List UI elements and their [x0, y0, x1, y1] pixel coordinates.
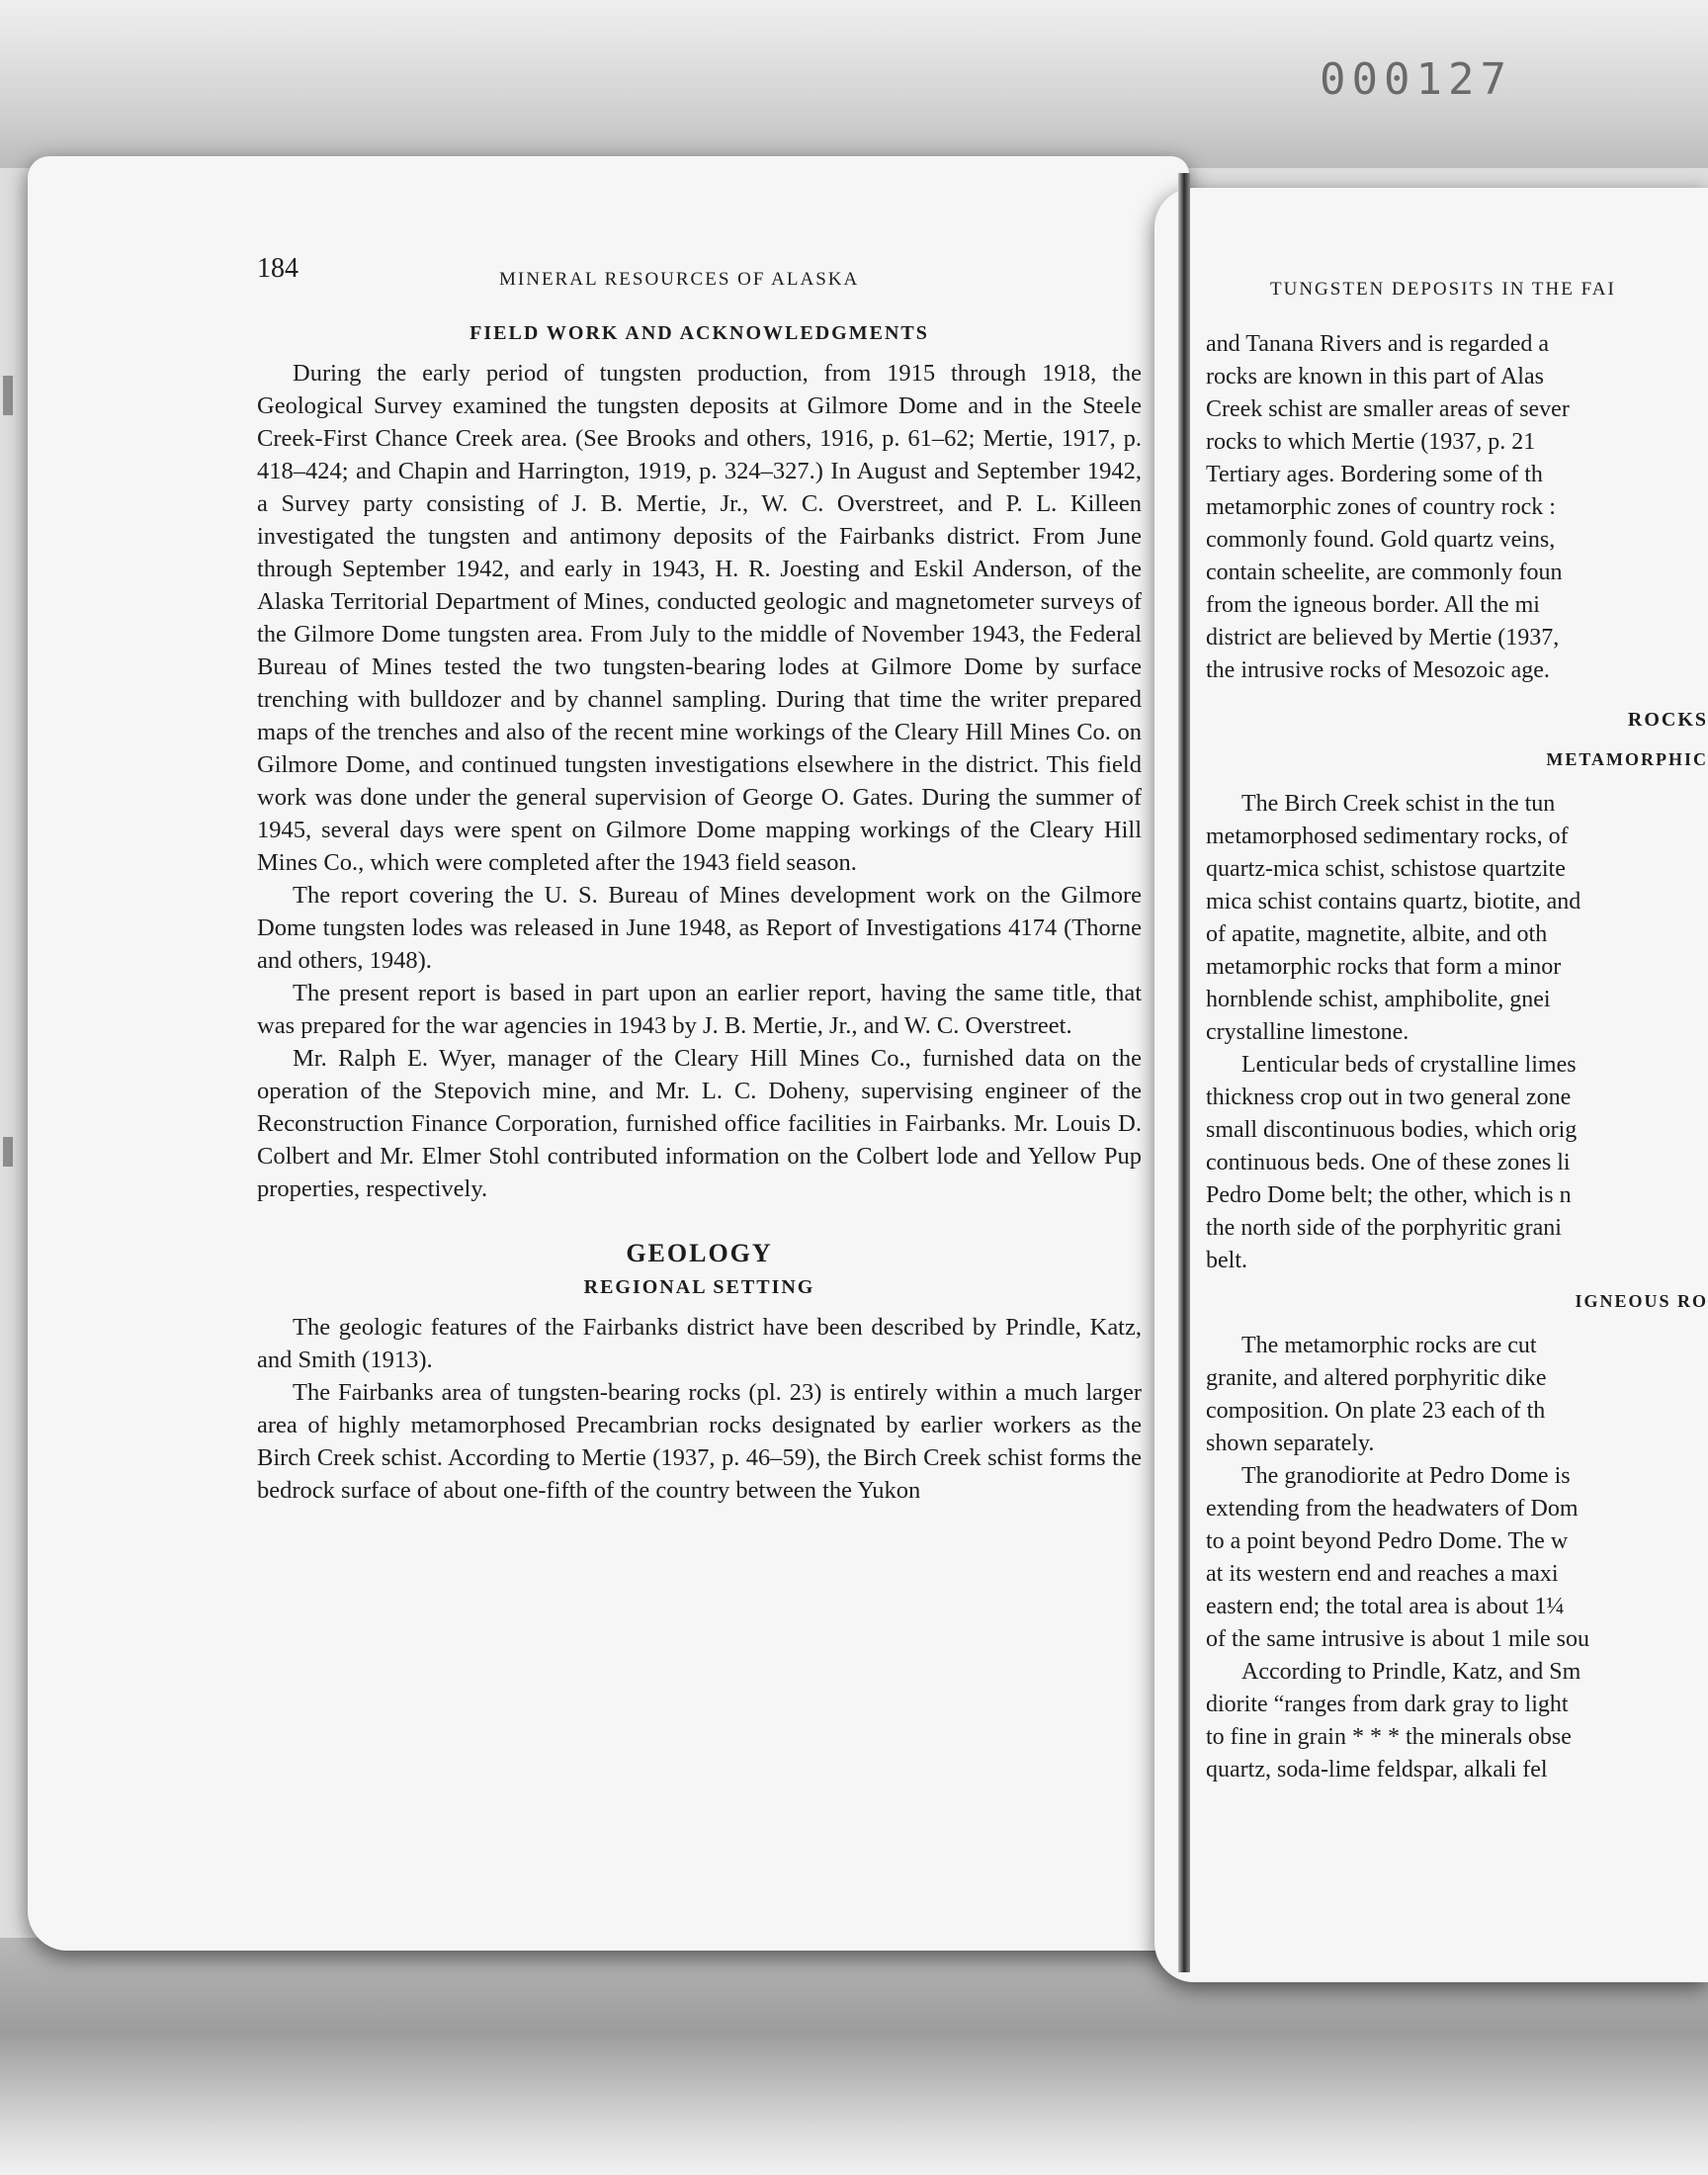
right-metamorphic-block-2 — [1206, 1049, 1708, 1277]
text-line: granite, and altered porphyritic dike — [1206, 1365, 1547, 1391]
text-line: quartz, soda-lime feldspar, alkali fel — [1206, 1757, 1548, 1783]
text-line: the intrusive rocks of Mesozoic age. — [1206, 657, 1550, 683]
running-header — [257, 247, 1142, 316]
page-number: 184 — [257, 253, 299, 284]
text-line: belt. — [1206, 1248, 1247, 1273]
right-intro-block — [1206, 328, 1708, 687]
text-line: Creek schist are smaller areas of sever — [1206, 396, 1570, 422]
paragraph: The geologic features of the Fairbanks district have been described by Prindle, Katz, and Smith (1913). — [257, 1314, 1142, 1373]
text-line: Tertiary ages. Bordering some of th — [1206, 462, 1543, 487]
text-line: of the same intrusive is about 1 mile sou — [1206, 1626, 1589, 1652]
text-line: district are believed by Mertie (1937, — [1206, 625, 1560, 651]
text-line: continuous beds. One of these zones li — [1206, 1150, 1571, 1175]
text-line: to a point beyond Pedro Dome. The w — [1206, 1528, 1569, 1554]
text-line: eastern end; the total area is about 1¼ — [1206, 1594, 1565, 1619]
text-line: The Birch Creek schist in the tun — [1241, 791, 1556, 817]
paragraph: During the early period of tungsten production, from 1915 through 1918, the Geological Survey examined the tungsten deposits at Gilmore Dome and in the Steele Creek-First Chance Creek area. (See Brooks and others, 1916, p. 61–62; Mertie, 1917, p. 418–424; and Chapin and Harrington, 1919, p. 324–327.) In August and September 1942, a Survey party consisting of J. B. Mertie, Jr., W. C. Overstreet, and P. L. Killeen investigated the tungsten and antimony deposits of the Fairbanks district. From June through September 1942, and early in 1943, H. R. Joesting and Eskil Anderson, of the Alaska Territorial Department of Mines, conducted geologic and magnetometer surveys of the Gilmore Dome tungsten area. From July to the middle of November 1943, the Federal Bureau of Mines tested the two tungsten-bearing lodes at Gilmore Dome by surface trenching with bulldozer and by channel sampling. During that time the writer prepared maps of the trenches and also of the recent mine workings of the Cleary Hill Mines Co. on Gilmore Dome, and continued tungsten investigations elsewhere in the district. This field work was done under the general supervision of George O. Gates. During the summer of 1945, several days were spent on Gilmore Dome mapping workings of the Cleary Hill Mines Co., which were completed after the 1943 field season. — [257, 360, 1142, 876]
book-gutter — [1178, 173, 1190, 1972]
scan-edge-mark — [3, 1137, 13, 1167]
subsection-heading-metamorphic: METAMORPHIC — [1546, 749, 1708, 769]
paragraph: The report covering the U. S. Bureau of Mines development work on the Gilmore Dome tungsten lodes was released in June 1948, as Report of Investigations 4174 (Thorne and others, 1948). — [257, 882, 1142, 974]
right-igneous-block-2 — [1206, 1460, 1708, 1656]
left-page-text — [257, 247, 1142, 1507]
text-line: According to Prindle, Katz, and Sm — [1241, 1659, 1581, 1685]
text-line: commonly found. Gold quartz veins, — [1206, 527, 1556, 553]
text-line: of apatite, magnetite, albite, and oth — [1206, 921, 1548, 947]
text-line: composition. On plate 23 each of th — [1206, 1398, 1546, 1424]
text-line: The metamorphic rocks are cut — [1241, 1333, 1537, 1358]
text-line: and Tanana Rivers and is regarded a — [1206, 331, 1550, 357]
text-line: contain scheelite, are commonly foun — [1206, 560, 1563, 585]
text-line: to fine in grain * * * the minerals obse — [1206, 1724, 1572, 1750]
right-igneous-block-1 — [1206, 1330, 1708, 1460]
text-line: crystalline limestone. — [1206, 1019, 1409, 1045]
text-line: at its western end and reaches a maxi — [1206, 1561, 1559, 1587]
section-heading-geology: GEOLOGY — [626, 1239, 773, 1267]
subsection-heading-regional-setting: REGIONAL SETTING — [583, 1276, 815, 1298]
paragraph: The Fairbanks area of tungsten-bearing rocks (pl. 23) is entirely within a much larger area of highly metamorphosed Precambrian rocks designated by earlier workers as the Birch Creek schist. According to Mertie (1937, p. 46–59), the Birch Creek schist forms the bedrock surface of about one-fifth of the country between the Yukon — [257, 1379, 1142, 1504]
right-igneous-block-3 — [1206, 1656, 1708, 1786]
text-line: diorite “ranges from dark gray to light — [1206, 1692, 1569, 1717]
paragraph: The present report is based in part upon an earlier report, having the same title, that was prepared for the war agencies in 1943 by J. B. Mertie, Jr., and W. C. Overstreet. — [257, 980, 1142, 1039]
text-line: Pedro Dome belt; the other, which is n — [1206, 1182, 1572, 1208]
text-line: small discontinuous bodies, which orig — [1206, 1117, 1578, 1143]
text-line: from the igneous border. All the mi — [1206, 592, 1540, 618]
text-line: rocks are known in this part of Alas — [1206, 364, 1544, 390]
paragraph: Mr. Ralph E. Wyer, manager of the Cleary Hill Mines Co., furnished data on the operation of the Stepovich mine, and Mr. L. C. Doheny, supervising engineer of the Reconstruction Finance Corporation, furnished office facilities in Fairbanks. Mr. Louis D. Colbert and Mr. Elmer Stohl contributed information on the Colbert lode and Yellow Pup properties, respectively. — [257, 1045, 1142, 1202]
text-line: rocks to which Mertie (1937, p. 21 — [1206, 429, 1536, 455]
text-line: mica schist contains quartz, biotite, and — [1206, 889, 1581, 914]
text-line: quartz-mica schist, schistose quartzite — [1206, 856, 1566, 882]
right-page-text — [1206, 279, 1708, 1786]
running-title: MINERAL RESOURCES OF ALASKA — [499, 269, 860, 290]
text-line: shown separately. — [1206, 1431, 1375, 1456]
text-line: metamorphic zones of country rock : — [1206, 494, 1556, 520]
text-line: metamorphic rocks that form a minor — [1206, 954, 1562, 980]
text-line: metamorphosed sedimentary rocks, of — [1206, 824, 1569, 849]
subsection-heading-igneous: IGNEOUS RO — [1575, 1291, 1708, 1311]
text-line: extending from the headwaters of Dom — [1206, 1496, 1579, 1522]
text-line: thickness crop out in two general zone — [1206, 1085, 1572, 1110]
text-line: The granodiorite at Pedro Dome is — [1241, 1463, 1571, 1489]
right-metamorphic-block-1 — [1206, 788, 1708, 1049]
section-heading-acknowledgments: FIELD WORK AND ACKNOWLEDGMENTS — [470, 322, 929, 344]
section-heading-rocks: ROCKS — [1627, 709, 1708, 731]
scan-edge-mark — [3, 376, 13, 415]
text-line: hornblende schist, amphibolite, gnei — [1206, 987, 1551, 1012]
text-line: Lenticular beds of crystalline limes — [1241, 1052, 1577, 1078]
bates-stamp: 000127 — [1320, 54, 1512, 105]
text-line: the north side of the porphyritic grani — [1206, 1215, 1562, 1241]
right-running-title: TUNGSTEN DEPOSITS IN THE FAI — [1270, 279, 1616, 300]
